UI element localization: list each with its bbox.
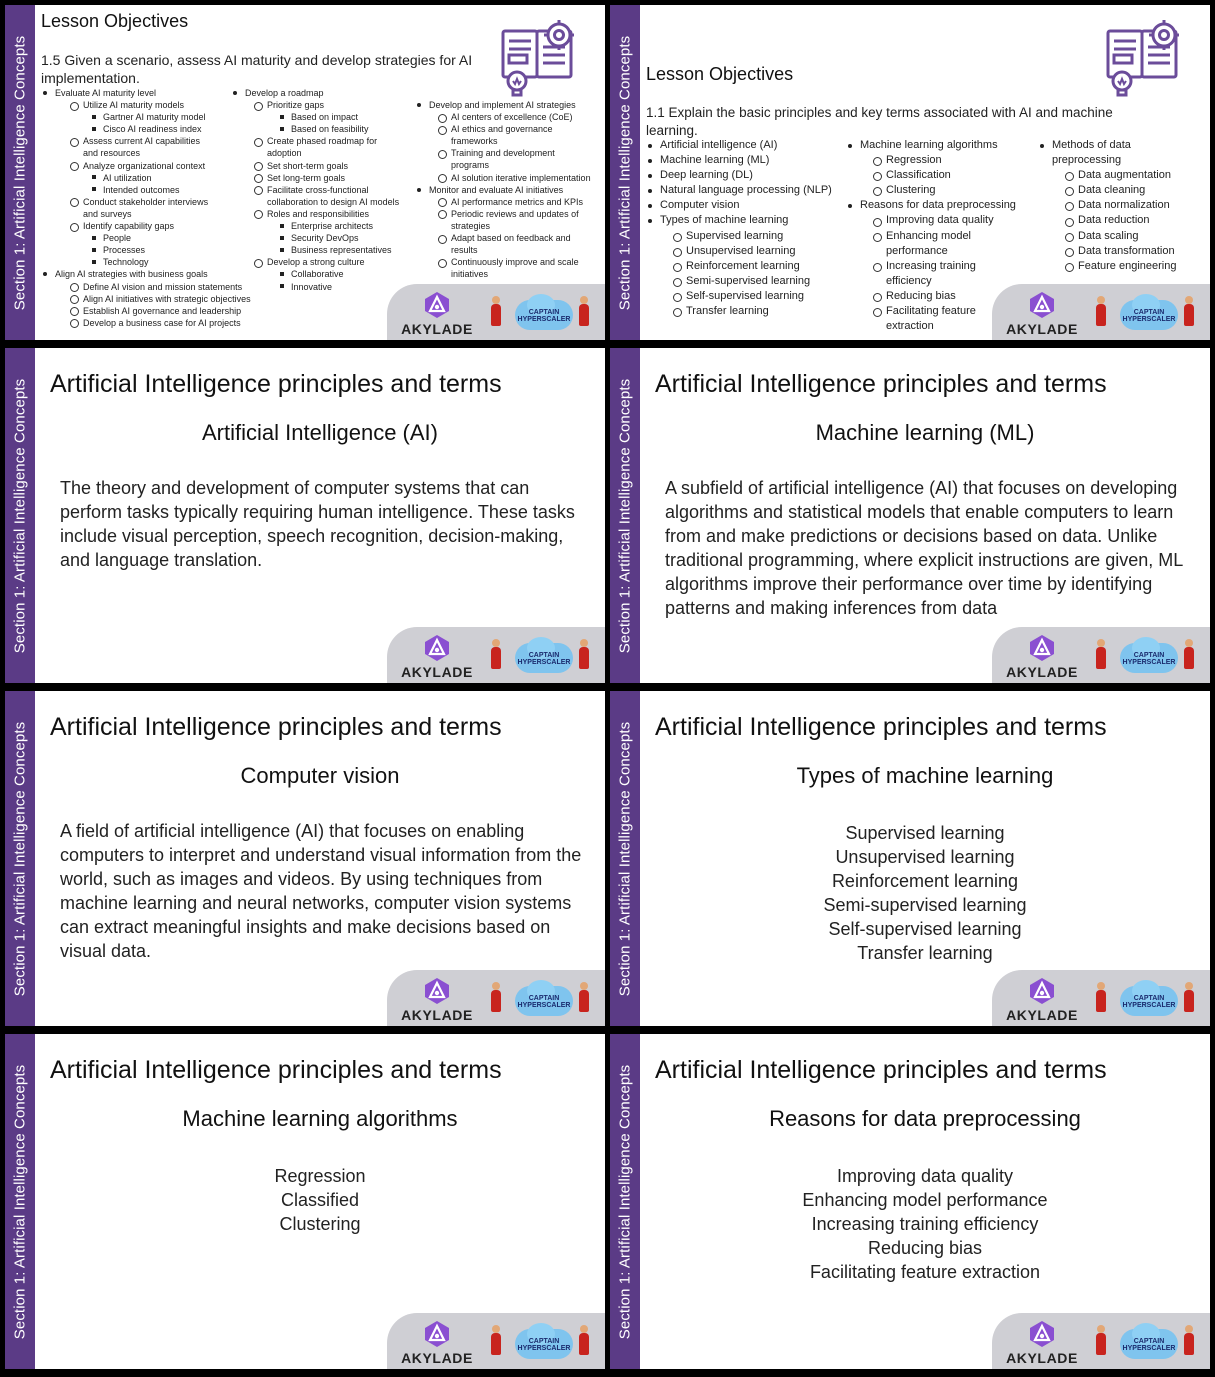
outline-item: Security DevOps	[229, 232, 399, 244]
section-label: Section 1: Artificial Intelligence Concepts	[11, 1064, 29, 1339]
outline-item: Align AI strategies with business goals	[43, 268, 251, 280]
outline-item: Unsupervised learning	[650, 244, 832, 259]
footer-branding	[992, 627, 1210, 683]
hero-figure-icon	[491, 990, 501, 1012]
outline-item: initiatives	[451, 269, 489, 280]
outline-item: Innovative	[229, 281, 399, 293]
outline-item: Reducing bias	[850, 289, 1016, 304]
outline-item: Artificial intelligence (AI)	[650, 138, 832, 153]
outline-item: Based on feasibility	[229, 123, 399, 135]
outline-item: Enhancing model	[850, 229, 1016, 244]
captain-hyperscaler-logo	[1092, 1319, 1204, 1367]
footer-branding	[387, 627, 605, 683]
outline-item: Deep learning (DL)	[650, 168, 832, 183]
outline-item: Create phased roadmap for	[229, 135, 399, 147]
book-gear-svg	[497, 17, 581, 101]
footer-branding	[992, 1313, 1210, 1369]
objective-intro: 1.1 Explain the basic principles and key terms associated with AI and machine learning.	[646, 105, 1113, 138]
outline-item: AI ethics and governance	[415, 123, 591, 135]
outline-item: Monitor and evaluate AI initiatives	[415, 184, 591, 196]
slide-title: Artificial Intelligence principles and terms	[50, 713, 502, 741]
captain-hyperscaler-logo	[487, 290, 599, 338]
outline-item: Develop and implement AI strategies	[415, 99, 591, 111]
outline-item: Collaborative	[229, 268, 399, 280]
outline-item: Facilitating feature	[850, 304, 1016, 319]
slide-computer-vision[interactable]	[5, 691, 605, 1026]
outline-item: Data scaling	[1042, 229, 1176, 244]
book-gear-svg	[1102, 17, 1186, 101]
akylade-emblem-icon	[1027, 290, 1057, 320]
slide-subtitle: Machine learning algorithms	[182, 1106, 458, 1131]
hero-figure-icon	[579, 647, 589, 669]
slide-lesson-objectives-1-5[interactable]	[5, 5, 605, 340]
akylade-logo	[396, 290, 478, 340]
term-list	[640, 1164, 1210, 1284]
outline-item: Develop a strong culture	[229, 256, 399, 268]
definition-text: A subfield of artificial intelligence (AI) that focuses on developing algorithms and statistical models that enable computers to learn from and make predictions or decisions based on data. Unlike traditional programming, where explicit instructions are given, ML algorithms improve their performance over time by identifying patterns and making inferences from data	[665, 478, 1183, 618]
outline-item: adoption	[267, 148, 302, 159]
definition-text: A field of artificial intelligence (AI) that focuses on enabling computers to interpret and understand visual information from the world, such as images and videos. By using techniques from machine learning and neural networks, computer vision systems can extract meaningful insights and make decisions based on visual data.	[60, 821, 582, 961]
hero-figure-icon	[1184, 1333, 1194, 1355]
outline-item: Periodic reviews and updates of	[415, 208, 591, 220]
captain-hyperscaler-logo	[1092, 633, 1204, 681]
outline-item: Regression	[850, 153, 1016, 168]
section-label: Section 1: Artificial Intelligence Concepts	[11, 378, 29, 653]
slide-machine-learning-algorithms[interactable]	[5, 1034, 605, 1369]
section-sidebar	[5, 348, 35, 683]
outline-item: AI solution iterative implementation	[415, 172, 591, 184]
objective-intro: 1.5 Given a scenario, assess AI maturity and develop strategies for AI implementation.	[41, 52, 473, 86]
hero-figure-icon	[579, 1333, 589, 1355]
outline-item: Data augmentation	[1042, 168, 1176, 183]
outline-item: performance	[886, 244, 948, 257]
hero-figure-icon	[1096, 990, 1106, 1012]
outline-item: Data normalization	[1042, 198, 1176, 213]
outline-item: Gartner AI maturity model	[43, 111, 251, 123]
outline-item: frameworks	[451, 136, 498, 147]
term-line: Classified	[280, 1190, 360, 1210]
akylade-wordmark: AKYLADE	[1006, 321, 1078, 337]
term-line: Reinforcement learning	[831, 871, 1019, 891]
footer-branding	[992, 284, 1210, 340]
outline-item: Training and development	[415, 147, 591, 159]
term-list	[640, 821, 1210, 965]
outline-item: Develop a business case for AI projects	[43, 317, 251, 329]
definition-text: The theory and development of computer systems that can perform tasks typically requiring human intelligence. These tasks include visual perception, speech recognition, decision-making, and language translation.	[60, 478, 575, 570]
slide-title: Artificial Intelligence principles and terms	[50, 1056, 502, 1084]
slide-machine-learning[interactable]	[610, 348, 1210, 683]
akylade-wordmark: AKYLADE	[1006, 1007, 1078, 1023]
outline-item: Evaluate AI maturity level	[43, 87, 251, 99]
hero-figure-icon	[1096, 304, 1106, 326]
outline-item: AI performance metrics and KPIs	[415, 196, 591, 208]
outline-item: Establish AI governance and leadership	[43, 305, 251, 317]
outline-item: results	[451, 245, 478, 256]
objective-column-2	[229, 87, 399, 293]
outline-item: People	[43, 232, 251, 244]
hero-figure-icon	[1096, 1333, 1106, 1355]
term-line: Increasing training efficiency	[811, 1214, 1039, 1234]
outline-item: Intended outcomes	[43, 184, 251, 196]
captain-hyperscaler-wordmark: CAPTAIN HYPERSCALER	[517, 652, 571, 666]
footer-branding	[992, 970, 1210, 1026]
book-gear-icon	[1102, 17, 1186, 101]
outline-item: Conduct stakeholder interviews	[43, 196, 251, 208]
outline-item: extraction	[886, 320, 934, 333]
akylade-wordmark: AKYLADE	[401, 1350, 473, 1366]
hero-figure-icon	[491, 647, 501, 669]
slide-artificial-intelligence[interactable]	[5, 348, 605, 683]
outline-item: programs	[451, 160, 490, 171]
outline-item: Prioritize gaps	[229, 99, 399, 111]
outline-item: Enterprise architects	[229, 220, 399, 232]
outline-item: and surveys	[83, 208, 132, 219]
outline-item: strategies	[451, 220, 491, 231]
slide-subtitle: Reasons for data preprocessing	[769, 1106, 1081, 1131]
slide-lesson-objectives-1-1[interactable]	[610, 5, 1210, 340]
outline-item: AI utilization	[43, 172, 251, 184]
akylade-wordmark: AKYLADE	[1006, 664, 1078, 680]
outline-item: Data cleaning	[1042, 183, 1176, 198]
section-sidebar	[5, 1034, 35, 1369]
outline-item: preprocessing	[1052, 154, 1122, 167]
akylade-emblem-icon	[1027, 633, 1057, 663]
outline-item: and resources	[83, 148, 141, 159]
section-label: Section 1: Artificial Intelligence Concepts	[616, 721, 634, 996]
outline-item: Utilize AI maturity models	[43, 99, 251, 111]
footer-branding	[387, 1313, 605, 1369]
akylade-emblem-icon	[422, 633, 452, 663]
akylade-logo	[1001, 290, 1083, 340]
captain-hyperscaler-logo	[1092, 290, 1204, 338]
captain-hyperscaler-logo	[1092, 976, 1204, 1024]
section-sidebar	[5, 5, 35, 340]
slide-title: Artificial Intelligence principles and terms	[50, 370, 502, 398]
outline-item: Roles and responsibilities	[229, 208, 399, 220]
slide-subtitle: Machine learning (ML)	[815, 420, 1035, 445]
akylade-wordmark: AKYLADE	[401, 664, 473, 680]
outline-item: Semi-supervised learning	[650, 274, 832, 289]
term-line: Enhancing model performance	[802, 1190, 1048, 1210]
akylade-emblem-icon	[1027, 976, 1057, 1006]
outline-item: Natural language processing (NLP)	[650, 183, 832, 198]
outline-item: Continuously improve and scale	[415, 256, 591, 268]
akylade-logo	[1001, 633, 1083, 683]
outline-item: Reinforcement learning	[650, 259, 832, 274]
section-sidebar	[610, 1034, 640, 1369]
outline-item: Feature engineering	[1042, 259, 1176, 274]
outline-item: Computer vision	[650, 198, 832, 213]
outline-item: Clustering	[850, 183, 1016, 198]
outline-item: efficiency	[886, 274, 932, 287]
section-sidebar	[610, 691, 640, 1026]
outline-item: Adapt based on feedback and	[415, 232, 591, 244]
captain-hyperscaler-logo	[487, 633, 599, 681]
section-label: Section 1: Artificial Intelligence Concepts	[11, 721, 29, 996]
term-line: Unsupervised learning	[835, 847, 1015, 867]
captain-hyperscaler-wordmark: CAPTAIN HYPERSCALER	[1122, 309, 1176, 323]
outline-item: Set short-term goals	[229, 160, 399, 172]
hero-figure-icon	[1184, 990, 1194, 1012]
akylade-logo	[1001, 976, 1083, 1026]
outline-item: Based on impact	[229, 111, 399, 123]
objective-column-1	[43, 87, 251, 329]
hero-figure-icon	[1096, 647, 1106, 669]
outline-item: collaboration to design AI models	[267, 196, 400, 207]
outline-item: AI centers of excellence (CoE)	[415, 111, 591, 123]
akylade-wordmark: AKYLADE	[401, 321, 473, 337]
hero-figure-icon	[579, 304, 589, 326]
slide-subtitle: Computer vision	[240, 763, 400, 788]
akylade-logo	[396, 976, 478, 1026]
section-label: Section 1: Artificial Intelligence Concepts	[616, 378, 634, 653]
captain-hyperscaler-logo	[487, 1319, 599, 1367]
section-sidebar	[610, 5, 640, 340]
akylade-emblem-icon	[422, 290, 452, 320]
slide-reasons-for-data-preprocessing[interactable]	[610, 1034, 1210, 1369]
outline-item: Increasing training	[850, 259, 1016, 274]
outline-item: Types of machine learning	[650, 213, 832, 228]
term-line: Improving data quality	[836, 1166, 1014, 1186]
outline-item: Assess current AI capabilities	[43, 135, 251, 147]
outline-item: Align AI initiatives with strategic objectives	[43, 293, 251, 305]
akylade-logo	[396, 633, 478, 683]
section-label: Section 1: Artificial Intelligence Concepts	[616, 35, 634, 310]
slide-types-of-machine-learning[interactable]	[610, 691, 1210, 1026]
footer-branding	[387, 970, 605, 1026]
slide-subtitle: Artificial Intelligence (AI)	[202, 420, 438, 445]
objective-column-1	[650, 138, 832, 319]
outline-item: Technology	[43, 256, 251, 268]
term-line: Facilitating feature extraction	[809, 1262, 1041, 1282]
slide-title: Lesson Objectives	[646, 64, 794, 84]
hero-figure-icon	[491, 1333, 501, 1355]
objective-column-2	[850, 138, 1016, 334]
hero-figure-icon	[491, 304, 501, 326]
captain-hyperscaler-wordmark: CAPTAIN HYPERSCALER	[517, 1338, 571, 1352]
outline-item: Data transformation	[1042, 244, 1176, 259]
akylade-emblem-icon	[422, 976, 452, 1006]
outline-item: Define AI vision and mission statements	[43, 281, 251, 293]
outline-item: Reasons for data preprocessing	[850, 198, 1016, 213]
term-line: Self-supervised learning	[828, 919, 1022, 939]
term-line: Reducing bias	[867, 1238, 983, 1258]
outline-item: Machine learning (ML)	[650, 153, 832, 168]
outline-item: Analyze organizational context	[43, 160, 251, 172]
captain-hyperscaler-wordmark: CAPTAIN HYPERSCALER	[1122, 995, 1176, 1009]
outline-item: Supervised learning	[650, 229, 832, 244]
outline-item: Business representatives	[229, 244, 399, 256]
akylade-emblem-icon	[422, 1319, 452, 1349]
captain-hyperscaler-wordmark: CAPTAIN HYPERSCALER	[517, 995, 571, 1009]
outline-item: Transfer learning	[650, 304, 832, 319]
objective-column-3	[415, 99, 591, 280]
section-label: Section 1: Artificial Intelligence Concepts	[616, 1064, 634, 1339]
slide-title: Artificial Intelligence principles and terms	[655, 370, 1107, 398]
outline-item: Facilitate cross-functional	[229, 184, 399, 196]
captain-hyperscaler-wordmark: CAPTAIN HYPERSCALER	[1122, 1338, 1176, 1352]
slide-title: Artificial Intelligence principles and terms	[655, 713, 1107, 741]
outline-item: Set long-term goals	[229, 172, 399, 184]
akylade-logo	[396, 1319, 478, 1369]
hero-figure-icon	[1184, 647, 1194, 669]
slide-title: Artificial Intelligence principles and terms	[655, 1056, 1107, 1084]
term-line: Transfer learning	[857, 943, 993, 963]
outline-item: Classification	[850, 168, 1016, 183]
outline-item: Processes	[43, 244, 251, 256]
captain-hyperscaler-wordmark: CAPTAIN HYPERSCALER	[517, 309, 571, 323]
term-line: Clustering	[279, 1214, 361, 1234]
outline-item: Identify capability gaps	[43, 220, 251, 232]
outline-item: Self-supervised learning	[650, 289, 832, 304]
hero-figure-icon	[579, 990, 589, 1012]
outline-item: Improving data quality	[850, 213, 1016, 228]
slide-subtitle: Types of machine learning	[796, 763, 1054, 788]
section-label: Section 1: Artificial Intelligence Concepts	[11, 35, 29, 310]
akylade-wordmark: AKYLADE	[1006, 1350, 1078, 1366]
outline-item: Cisco AI readiness index	[43, 123, 251, 135]
objective-column-3	[1042, 138, 1176, 274]
outline-item: Develop a roadmap	[229, 87, 399, 99]
akylade-wordmark: AKYLADE	[401, 1007, 473, 1023]
term-line: Supervised learning	[845, 823, 1005, 843]
hero-figure-icon	[1184, 304, 1194, 326]
captain-hyperscaler-wordmark: CAPTAIN HYPERSCALER	[1122, 652, 1176, 666]
captain-hyperscaler-logo	[487, 976, 599, 1024]
outline-item: Machine learning algorithms	[850, 138, 1016, 153]
outline-item: Methods of data	[1042, 138, 1176, 153]
footer-branding	[387, 284, 605, 340]
term-list	[35, 1164, 605, 1236]
term-line: Semi-supervised learning	[823, 895, 1027, 915]
outline-item: Data reduction	[1042, 213, 1176, 228]
book-gear-icon	[497, 17, 581, 101]
section-sidebar	[5, 691, 35, 1026]
slide-title: Lesson Objectives	[41, 11, 189, 31]
term-line: Regression	[274, 1166, 366, 1186]
akylade-logo	[1001, 1319, 1083, 1369]
akylade-emblem-icon	[1027, 1319, 1057, 1349]
section-sidebar	[610, 348, 640, 683]
